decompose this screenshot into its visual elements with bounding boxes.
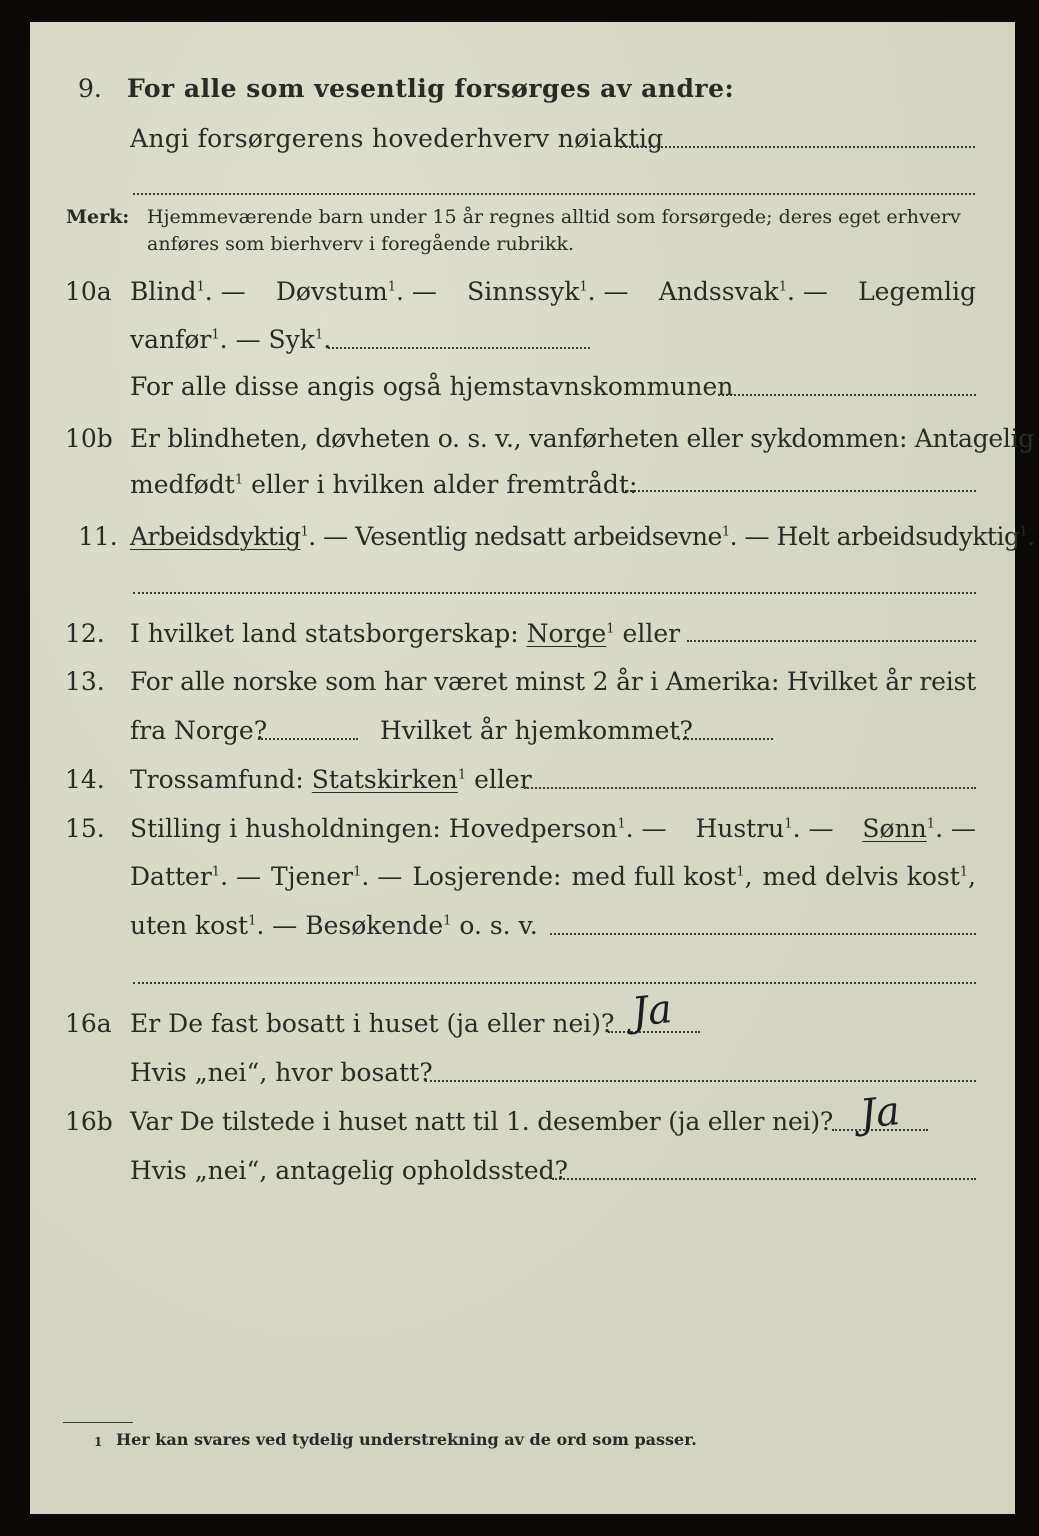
q15-number: 15. [65,814,105,843]
merk-label: Merk: [66,206,130,228]
q11-number: 11. [78,522,118,551]
dovstum-option: Døvstum$^1$. — [275,277,437,306]
udyktig-option: Helt arbeidsudyktig [776,522,1020,551]
q16a-line1: Er De fast bosatt i huset (ja eller nei)? [130,1009,615,1038]
arbeidsdyktig-option: Arbeidsdyktig [130,522,301,551]
merk-line2: anføres som bierhverv i foregående rubrikk. [147,233,575,255]
census-form-page [30,22,1035,1514]
q16b-handwritten-answer: Ja [857,1088,903,1138]
q15-answer-line-2 [133,982,976,984]
q13-hjemkommet-line [678,738,773,740]
q15-line2: Datter$^1$. — Tjener$^1$. — Losjerende: med full kost$^1$, med delvis kost$^1$, [130,862,976,891]
q15-line3: uten kost$^1$. — Besøkende$^1$ o. s. v. [130,911,538,940]
footnote-text: Her kan svares ved tydelig understrekning av de ord som passer. [116,1430,697,1449]
q16b-number: 16b [65,1107,113,1136]
legemlig-option: Legemlig [858,277,976,306]
blind-option: Blind$^1$. — [130,277,246,306]
q16b-line1: Var De tilstede i huset natt til 1. desember (ja eller nei)? [130,1107,834,1136]
q13-line1: For alle norske som har været minst 2 år i Amerika: Hvilket år reist [130,667,977,696]
q14-number: 14. [65,765,105,794]
q14-line: Trossamfund: Statskirken$^1$ eller [130,765,532,794]
q10b-number: 10b [65,424,113,453]
q10b-line2: medfødt$^1$ eller i hvilken alder fremtrådt: [130,470,638,499]
q9-answer-line [620,146,975,148]
q13-line2b: Hvilket år hjemkommet? [380,716,693,745]
q9-number: 9. [78,74,102,103]
q9-line2: Angi forsørgerens hovederhverv nøiaktig [130,124,664,153]
q11-line: Arbeidsdyktig$^1$. — Vesentlig nedsatt arbeidsevne$^1$. — Helt arbeidsudyktig$^1$. [130,522,1035,551]
q16a-bosatt-line [425,1080,976,1082]
q10a-line1 [130,277,976,307]
q13-line2a: fra Norge? [130,716,268,745]
q13-reist-line [258,738,358,740]
q9-line1: For alle som vesentlig forsørges av andre: [127,74,735,103]
statskirken-option: Statskirken [311,765,458,794]
q12-number: 12. [65,619,105,648]
sinnssyk-option: Sinnssyk$^1$. — [467,277,629,306]
q16a-handwritten-answer: Ja [629,986,675,1036]
q10b-answer-line [625,490,976,492]
sonn-option: Sønn [862,814,927,843]
q14-answer-line [524,787,976,789]
norge-option: Norge [526,619,607,648]
merk-line1: Hjemmeværende barn under 15 år regnes alltid som forsørgede; deres eget erhverv [147,206,961,228]
q16a-line2: Hvis „nei“, hvor bosatt? [130,1058,433,1087]
q10a-syk-line [328,347,590,349]
q10b-line1: Er blindheten, døvheten o. s. v., vanførheten eller sykdommen: Antagelig [130,424,1034,453]
q12-line: I hvilket land statsborgerskap: Norge$^1$ eller [130,619,681,648]
q12-answer-line [687,640,976,642]
q13-number: 13. [65,667,105,696]
q16b-opholdssted-line [552,1178,976,1180]
nedsatt-option: Vesentlig nedsatt arbeidsevne [355,522,722,551]
footnote-mark: 1 [94,1435,103,1449]
q10a-number: 10a [65,277,112,306]
q15-answer-line [550,933,976,935]
q16a-number: 16a [65,1009,112,1038]
footnote-rule [63,1422,133,1423]
q11-answer-line [133,592,976,594]
q10a-line2: vanfør$^1$. — Syk$^1$. [130,325,332,354]
andssvak-option: Andssvak$^1$. — [658,277,828,306]
q10a-line3: For alle disse angis også hjemstavnskommunen [130,372,734,401]
q16b-line2: Hvis „nei“, antagelig opholdssted? [130,1156,569,1185]
q10a-hjemstavn-line [718,394,976,396]
q9-answer-line-2 [133,193,975,195]
q15-line1: Stilling i husholdningen: Hovedperson$^1$. — Hustru$^1$. — Sønn$^1$. — [130,814,976,843]
